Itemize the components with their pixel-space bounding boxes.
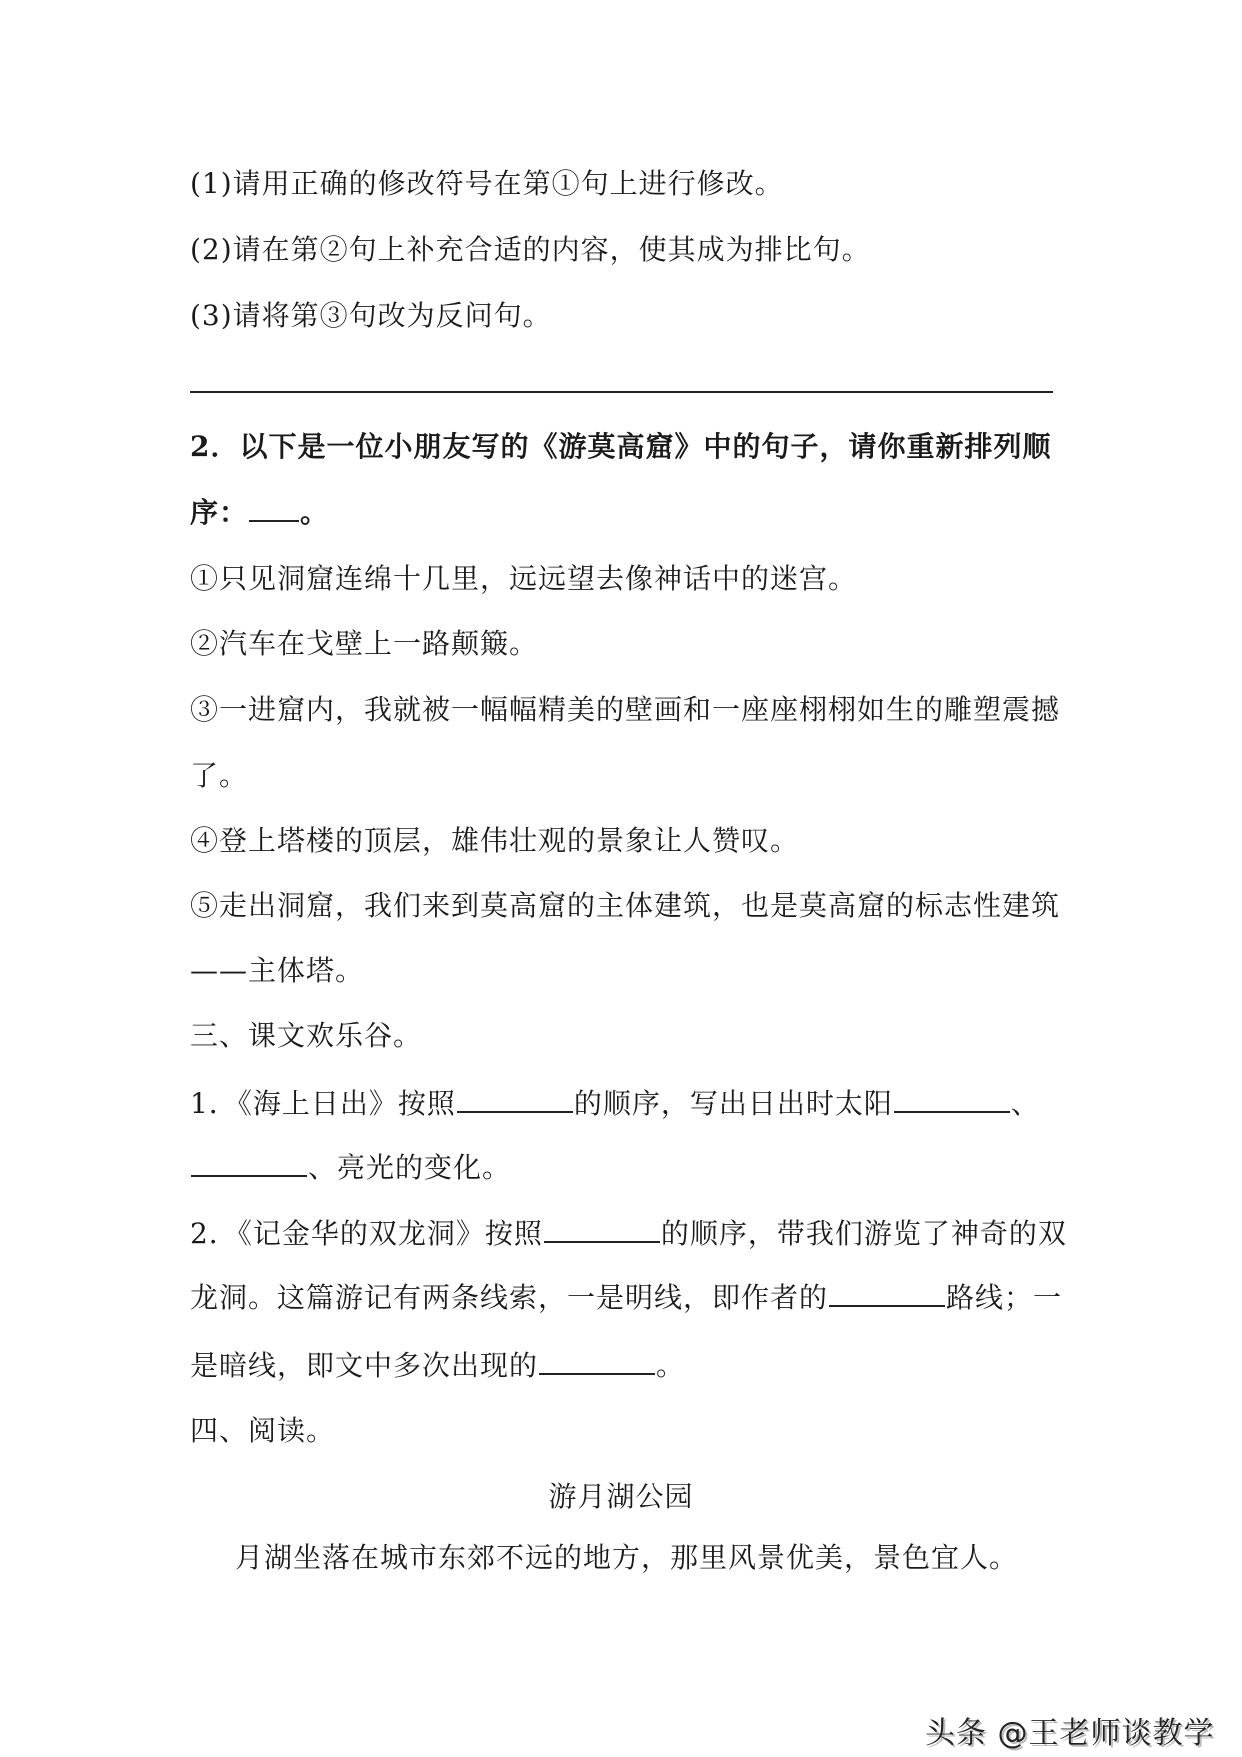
answer-blank[interactable] (539, 1349, 655, 1375)
section-3-item-2-cont2 (190, 1349, 685, 1383)
item-2-text-f: 。 (656, 1349, 686, 1382)
item-1-text-d: 、亮光的变化。 (308, 1151, 512, 1184)
item-2-text-b: 的顺序，带我们游览了神奇的双 (660, 1217, 1067, 1250)
sub-question-2: (2)请在第②句上补充合适的内容，使其成为排比句。 (190, 233, 871, 266)
reading-paragraph: 月湖坐落在城市东郊不远的地方，那里风景优美，景色宜人。 (235, 1541, 1019, 1574)
answer-blank[interactable] (544, 1217, 660, 1243)
watermark: 头条 @王老师谈教学 (925, 1716, 1215, 1751)
sub-question-3: (3)请将第③句改为反问句。 (190, 299, 552, 332)
item-2-text-d: 路线；一 (946, 1281, 1063, 1314)
sentence-3-cont: 了。 (190, 759, 249, 792)
item-2-text-e: 是暗线，即文中多次出现的 (190, 1349, 539, 1382)
section-3-item-1 (190, 1087, 1040, 1121)
item-1-text-b: 的顺序，写出日出时太阳 (573, 1087, 893, 1120)
answer-blank[interactable] (894, 1087, 1010, 1113)
answer-blank[interactable] (457, 1087, 573, 1113)
answer-blank[interactable] (191, 1151, 307, 1177)
question-2-suffix: 。 (300, 496, 330, 529)
section-4-heading: 四、阅读。 (190, 1414, 336, 1447)
answer-blank[interactable] (249, 496, 299, 522)
item-1-text-a: 1．《海上日出》按照 (190, 1087, 456, 1120)
sentence-1: ①只见洞窟连绵十几里，远远望去像神话中的迷宫。 (190, 562, 858, 595)
answer-line (190, 391, 1053, 393)
sub-question-1: (1)请用正确的修改符号在第①句上进行修改。 (190, 167, 784, 200)
item-1-text-c: 、 (1010, 1087, 1040, 1120)
sentence-4: ④登上塔楼的顶层，雄伟壮观的景象让人赞叹。 (190, 824, 800, 857)
answer-blank[interactable] (829, 1281, 945, 1307)
sentence-5-cont: ——主体塔。 (190, 954, 365, 987)
reading-title: 游月湖公园 (548, 1480, 694, 1513)
sentence-3: ③一进窟内，我就被一幅幅精美的壁画和一座座栩栩如生的雕塑震撼 (190, 693, 1061, 726)
section-3-item-2-cont (190, 1281, 1062, 1315)
sentence-2: ②汽车在戈壁上一路颠簸。 (190, 627, 539, 660)
section-3-item-2 (190, 1217, 1067, 1251)
section-3-heading: 三、课文欢乐谷。 (190, 1019, 423, 1052)
question-2-prompt-cont (190, 496, 329, 530)
item-2-text-a: 2．《记金华的双龙洞》按照 (190, 1217, 543, 1250)
section-3-item-1-cont (190, 1151, 511, 1185)
sentence-5: ⑤走出洞窟，我们来到莫高窟的主体建筑，也是莫高窟的标志性建筑 (190, 889, 1061, 922)
question-2-prefix: 序： (190, 496, 249, 529)
question-2-prompt: 2．以下是一位小朋友写的《游莫高窟》中的句子，请你重新排列顺 (190, 430, 1052, 463)
item-2-text-c: 龙洞。这篇游记有两条线索，一是明线，即作者的 (190, 1281, 829, 1314)
